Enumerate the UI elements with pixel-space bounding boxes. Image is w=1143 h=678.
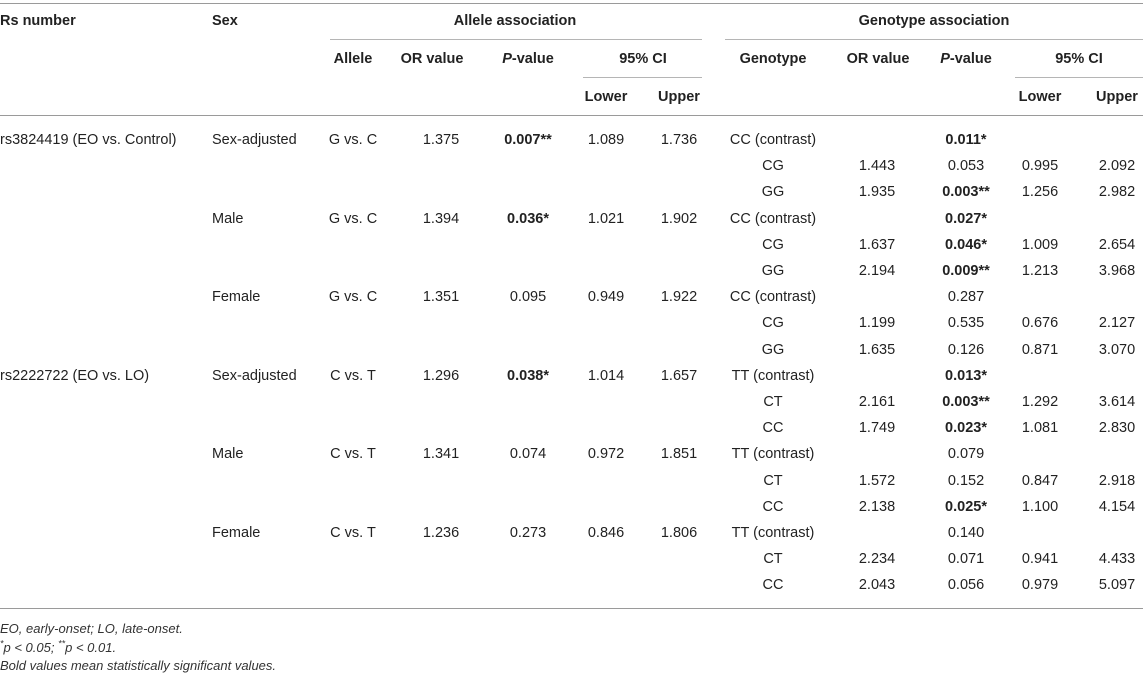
cell-genotype-or-value: 2.234	[858, 551, 896, 568]
header-genotype-association: Genotype association	[858, 13, 1010, 29]
cell-genotype-p-value: 0.535	[947, 315, 985, 332]
cell-genotype: CC (contrast)	[729, 210, 817, 227]
header-allele-p-value: P-value	[502, 51, 554, 67]
header-genotype-p-value: P-value	[940, 51, 992, 67]
cell-allele-lower: 1.014	[587, 367, 625, 384]
genotype-group-rule	[725, 39, 1143, 40]
cell-genotype-upper: 4.154	[1098, 498, 1136, 515]
cell-genotype-upper: 4.433	[1098, 551, 1136, 568]
cell-genotype-p-value: 0.025*	[945, 498, 987, 515]
genotype-ci-rule	[1015, 77, 1143, 78]
cell-allele-or-value: 1.351	[422, 289, 460, 306]
cell-allele-or-value: 1.341	[422, 446, 460, 463]
cell-genotype-or-value: 1.635	[858, 341, 896, 358]
cell-allele-p-value: 0.273	[509, 525, 547, 541]
header-allele-or-value: OR value	[400, 51, 464, 67]
cell-allele: C vs. T	[330, 446, 376, 463]
footnote-abbreviations: EO, early-onset; LO, late-onset.	[0, 621, 183, 636]
allele-group-rule	[330, 39, 702, 40]
header-genotype-or-value: OR value	[846, 51, 910, 67]
cell-allele-p-value: 0.036*	[507, 210, 549, 227]
cell-allele-p-value: 0.074	[509, 446, 547, 463]
header-bottom-rule	[0, 115, 1143, 116]
cell-sex: Sex-adjusted	[212, 132, 297, 148]
cell-genotype-lower: 1.256	[1021, 184, 1059, 201]
cell-genotype-p-value: 0.013*	[945, 367, 987, 384]
cell-genotype-p-value: 0.287	[947, 289, 985, 306]
cell-genotype: GG	[761, 263, 785, 279]
footnote-bold-meaning: Bold values mean statistically significant values.	[0, 658, 277, 673]
cell-genotype-p-value: 0.046*	[945, 236, 987, 253]
cell-genotype-upper: 2.982	[1098, 184, 1136, 201]
cell-genotype-upper: 2.918	[1098, 472, 1136, 489]
cell-genotype-lower: 0.871	[1021, 341, 1059, 358]
cell-genotype-p-value: 0.152	[947, 472, 985, 489]
cell-sex: Sex-adjusted	[212, 367, 297, 384]
header-sex: Sex	[212, 13, 238, 29]
cell-genotype-or-value: 1.572	[858, 472, 896, 489]
table-bottom-rule	[0, 608, 1143, 609]
cell-genotype: CG	[762, 315, 784, 332]
cell-genotype: CT	[763, 472, 783, 489]
cell-genotype-or-value: 2.043	[858, 577, 896, 594]
cell-genotype-or-value: 1.935	[858, 184, 896, 201]
cell-genotype-or-value: 2.194	[858, 263, 896, 279]
cell-genotype-lower: 1.009	[1021, 236, 1059, 253]
cell-allele-upper: 1.657	[660, 367, 698, 384]
cell-genotype: TT (contrast)	[731, 525, 815, 541]
cell-allele-lower: 0.972	[587, 446, 625, 463]
cell-genotype-p-value: 0.009**	[942, 263, 990, 279]
cell-genotype-upper: 3.614	[1098, 394, 1136, 410]
header-genotype-upper: Upper	[1096, 89, 1138, 105]
cell-sex: Female	[212, 525, 261, 541]
cell-allele-upper: 1.902	[660, 210, 698, 227]
cell-allele: G vs. C	[328, 210, 378, 227]
header-genotype-ci: 95% CI	[1055, 51, 1103, 67]
cell-allele: G vs. C	[328, 289, 378, 306]
cell-genotype-lower: 1.100	[1021, 498, 1059, 515]
header-allele: Allele	[333, 51, 373, 67]
cell-genotype-p-value: 0.011*	[945, 132, 987, 148]
cell-allele-lower: 0.949	[587, 289, 625, 306]
cell-genotype-p-value: 0.140	[947, 525, 985, 541]
cell-genotype-upper: 3.968	[1098, 263, 1136, 279]
cell-genotype: CT	[763, 551, 783, 568]
cell-genotype-lower: 0.941	[1021, 551, 1059, 568]
cell-genotype-or-value: 2.138	[858, 498, 896, 515]
cell-genotype-or-value: 1.199	[858, 315, 896, 332]
cell-allele: C vs. T	[330, 367, 376, 384]
header-allele-ci: 95% CI	[619, 51, 667, 67]
cell-genotype-lower: 0.979	[1021, 577, 1059, 594]
header-allele-upper: Upper	[658, 89, 700, 105]
cell-genotype-p-value: 0.027*	[945, 210, 987, 227]
cell-allele-upper: 1.736	[660, 132, 698, 148]
cell-genotype: CT	[763, 394, 783, 410]
cell-genotype-p-value: 0.079	[947, 446, 985, 463]
cell-genotype-p-value: 0.071	[947, 551, 985, 568]
cell-allele-p-value: 0.038*	[507, 367, 549, 384]
cell-sex: Male	[212, 446, 244, 463]
cell-allele-or-value: 1.394	[422, 210, 460, 227]
cell-genotype-p-value: 0.003**	[942, 394, 990, 410]
cell-genotype: TT (contrast)	[731, 446, 815, 463]
header-genotype-lower: Lower	[1018, 89, 1062, 105]
cell-allele-or-value: 1.375	[422, 132, 460, 148]
cell-genotype-upper: 2.127	[1098, 315, 1136, 332]
cell-genotype-upper: 2.092	[1098, 158, 1136, 175]
cell-genotype-lower: 1.081	[1021, 420, 1059, 437]
cell-allele-p-value: 0.095	[509, 289, 547, 306]
cell-genotype-p-value: 0.126	[947, 341, 985, 358]
cell-genotype-or-value: 1.637	[858, 236, 896, 253]
cell-genotype-lower: 0.995	[1021, 158, 1059, 175]
cell-genotype: CC	[762, 577, 784, 594]
cell-genotype: CG	[762, 236, 784, 253]
cell-genotype: TT (contrast)	[731, 367, 815, 384]
cell-sex: Male	[212, 210, 244, 227]
cell-rs-number: rs3824419 (EO vs. Control)	[0, 132, 177, 148]
cell-allele-p-value: 0.007**	[504, 132, 552, 148]
cell-genotype: GG	[761, 184, 785, 201]
cell-genotype-lower: 0.847	[1021, 472, 1059, 489]
cell-genotype: CC	[762, 498, 784, 515]
cell-genotype-or-value: 2.161	[858, 394, 896, 410]
cell-genotype: GG	[761, 341, 785, 358]
cell-allele-or-value: 1.296	[422, 367, 460, 384]
cell-genotype-p-value: 0.053	[947, 158, 985, 175]
cell-genotype-p-value: 0.003**	[942, 184, 990, 201]
cell-allele: G vs. C	[328, 132, 378, 148]
cell-genotype-p-value: 0.023*	[945, 420, 987, 437]
cell-genotype-p-value: 0.056	[947, 577, 985, 594]
cell-genotype: CG	[762, 158, 784, 175]
cell-genotype: CC	[762, 420, 784, 437]
cell-genotype-upper: 2.830	[1098, 420, 1136, 437]
cell-sex: Female	[212, 289, 261, 306]
cell-allele-or-value: 1.236	[422, 525, 460, 541]
header-rs-number: Rs number	[0, 13, 76, 29]
table-top-rule	[0, 3, 1143, 4]
cell-genotype-lower: 1.292	[1021, 394, 1059, 410]
cell-allele-upper: 1.806	[660, 525, 698, 541]
cell-allele-lower: 1.021	[587, 210, 625, 227]
cell-genotype-or-value: 1.749	[858, 420, 896, 437]
cell-allele-lower: 0.846	[587, 525, 625, 541]
header-allele-association: Allele association	[453, 13, 577, 29]
cell-genotype-lower: 1.213	[1021, 263, 1059, 279]
allele-ci-rule	[583, 77, 702, 78]
cell-allele: C vs. T	[330, 525, 376, 541]
cell-genotype-upper: 5.097	[1098, 577, 1136, 594]
cell-genotype-upper: 2.654	[1098, 236, 1136, 253]
header-genotype: Genotype	[739, 51, 807, 67]
header-allele-lower: Lower	[584, 89, 628, 105]
cell-genotype: CC (contrast)	[729, 132, 817, 148]
cell-allele-lower: 1.089	[587, 132, 625, 148]
cell-allele-upper: 1.922	[660, 289, 698, 306]
cell-genotype-upper: 3.070	[1098, 341, 1136, 358]
cell-genotype: CC (contrast)	[729, 289, 817, 306]
cell-genotype-lower: 0.676	[1021, 315, 1059, 332]
cell-allele-upper: 1.851	[660, 446, 698, 463]
footnote-significance: *p < 0.05; **p < 0.01.	[0, 638, 117, 655]
cell-rs-number: rs2222722 (EO vs. LO)	[0, 367, 150, 384]
cell-genotype-or-value: 1.443	[858, 158, 896, 175]
